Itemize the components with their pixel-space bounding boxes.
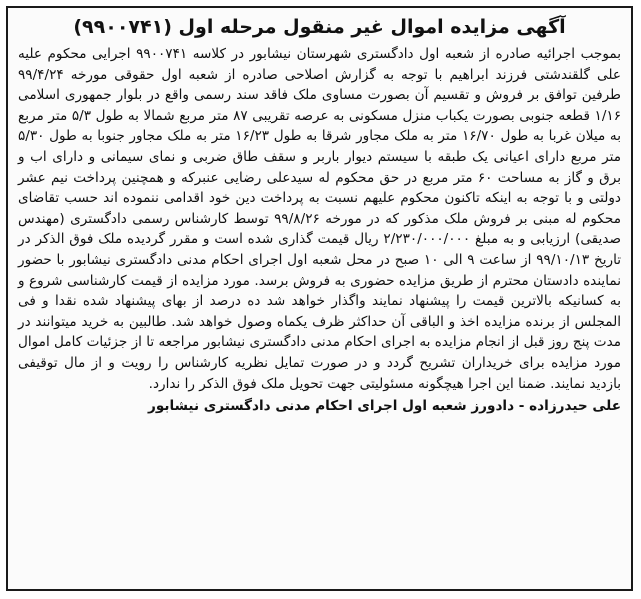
notice-body: بموجب اجرائیه صادره از شعبه اول دادگستری شهرستان نیشابور در کلاسه ۹۹۰۰۷۴۱ اجرایی محکوم علیه علی گلقندشتی فرزند ابراهیم با توجه به گزارش اصلاحی صادره از شعبه اول حقوقی مورخه ۹۹/۴/۲۴ طرفین توافق بر فروش و تقسیم آن بصورت مساوی ملک فاقد سند رسمی واقع در بلوار جمهوری اسلامی ۱/۱۶ قطعه جنوبی بصورت یکباب منزل مسکونی به عرصه تقریبی ۸۷ متر مربع شمالا به طول ۵/۳ متر مربع به میلان غربا به طول ۱۶/۷۰ متر به ملک مجاور شرقا به طول ۱۶/۲۳ متر به ملک مجاور جنوبا به طول ۵/۳۰ متر مربع دارای اعیانی یک طبقه با سیستم دیوار باربر و سقف طاق ضربی و نمای سیمانی و دارای اب و برق و گاز به مساحت ۶۰ متر مربع در حق محکوم له سیدعلی رضایی عنبرکه و همچنین پرداخت نیم عشر دولتی و با توجه به اینکه تاکنون محکوم علیهم نسبت به پرداخت دین خود اقدامی ننموده اند حسب تقاضای محکوم له مبنی بر فروش ملک مذکور که در مورخه ۹۹/۸/۲۶ توسط کارشناس رسمی دادگستری (مهندس صدیقی) ارزیابی و به مبلغ ۲/۲۳۰/۰۰۰/۰۰۰ ریال قیمت گذاری شده است و مقرر گردیده ملک فوق الذکر در تاریخ ۹۹/۱۰/۱۳ از ساعت ۹ الی ۱۰ صبح در محل شعبه اول اجرای احکام مدنی دادگستری نیشابور با حضور نماینده دادستان محترم از طریق مزایده حضوری به فروش برسد. مورد مزایده از قیمت کارشناسی شروع و به کسانیکه بالاترین قیمت را پیشنهاد نمایند واگذار خواهد شد ده درصد از بهای پیشنهاد شده نقدا و فی المجلس از برنده مزایده اخذ و الباقی آن حداکثر ظرف یکماه وصول خواهد شد. طالبین به خرید میتوانند در مدت پنج روز قبل از انجام مزایده به اجرای احکام مدنی دادگستری نیشابور مراجعه تا از جزئیات کامل اموال مورد مزایده برای خریداران تشریح گردد و در صورت تمایل نظریه کارشناس را رویت و از مال توقیفی بازدید نمایند. ضمنا این اجرا هیچگونه مسئولیتی جهت تحویل ملک فوق الذکر را ندارد. — [18, 46, 622, 392]
notice-signature: علی حیدرزاده - دادورز شعبه اول اجرای احکام مدنی دادگستری نیشابور — [148, 398, 621, 415]
auction-notice — [6, 6, 633, 591]
notice-title: آگهی مزایده اموال غیر منقول مرحله اول (۹۹۰۰۷۴۱) — [73, 16, 566, 38]
